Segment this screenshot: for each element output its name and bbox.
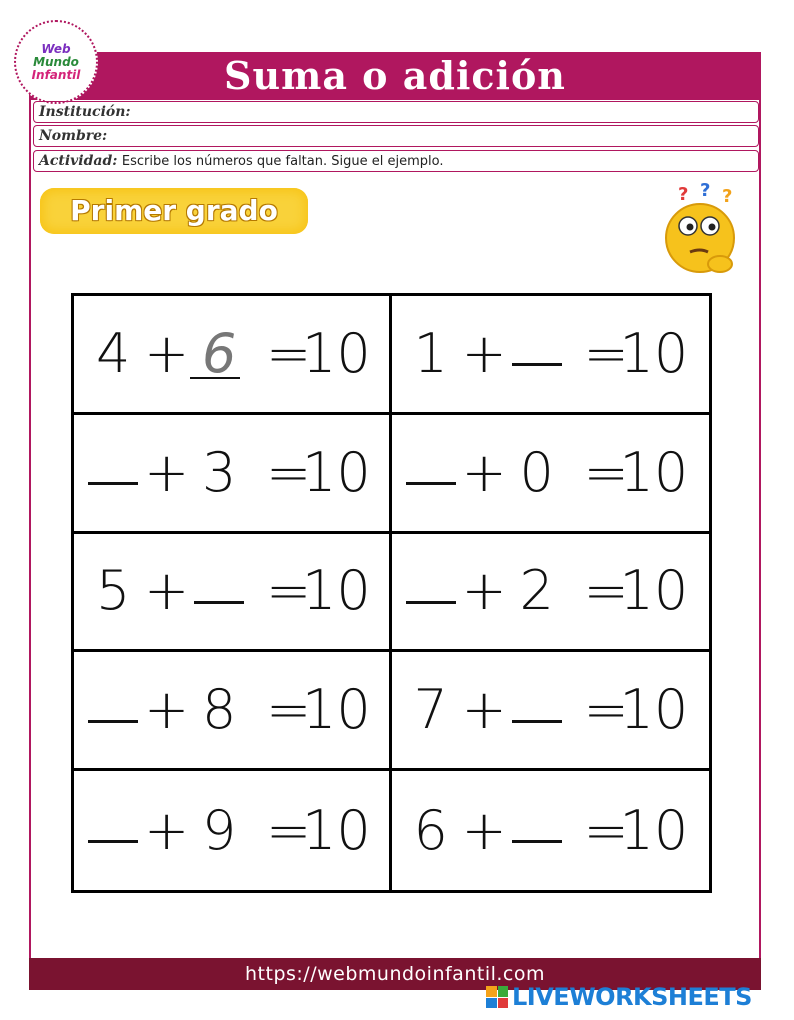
problem-cell [74, 771, 392, 890]
addend-2: 2 [519, 559, 554, 623]
answer-blank[interactable] [512, 720, 562, 723]
addend-2: 3 [202, 440, 237, 504]
liveworksheets-logo-icon [486, 986, 508, 1008]
answer-blank[interactable] [88, 482, 138, 485]
plus-sign: + [461, 321, 507, 385]
equals-sign: = [583, 678, 629, 742]
plus-sign: + [461, 678, 507, 742]
answer-blank[interactable] [194, 601, 244, 604]
answer-blank[interactable] [88, 840, 138, 843]
sum-value: 10 [619, 440, 689, 504]
svg-text:?: ? [700, 180, 711, 201]
logo-line-2: Mundo [33, 54, 79, 69]
problem-cell [392, 771, 710, 890]
name-label: Nombre: [39, 128, 108, 144]
site-logo [14, 20, 98, 104]
grade-label: Primer grado [70, 194, 278, 227]
plus-sign: + [461, 440, 507, 504]
logo-line-3: Infantil [31, 67, 81, 82]
sum-value: 10 [619, 321, 689, 385]
addend-2: 6 [202, 321, 237, 385]
plus-sign: + [144, 559, 190, 623]
logo-line-1: Web [41, 41, 71, 56]
answer-blank[interactable] [88, 720, 138, 723]
activity-label: Actividad: [39, 153, 118, 169]
example-underline [190, 377, 240, 379]
answer-blank[interactable] [406, 482, 456, 485]
name-field[interactable] [33, 125, 759, 147]
equals-sign: = [266, 678, 312, 742]
plus-sign: + [144, 321, 190, 385]
problem-cell [74, 296, 392, 415]
activity-instructions: Escribe los números que faltan. Sigue el ejemplo. [121, 154, 444, 169]
activity-field [33, 150, 759, 172]
plus-sign: + [144, 678, 190, 742]
institution-field[interactable] [33, 101, 759, 123]
equals-sign: = [583, 559, 629, 623]
addend-2: 0 [519, 440, 554, 504]
addend-1: 4 [96, 321, 131, 385]
sum-value: 10 [302, 798, 371, 862]
equals-sign: = [266, 321, 312, 385]
equals-sign: = [266, 440, 312, 504]
sum-value: 10 [619, 678, 689, 742]
equals-sign: = [583, 798, 629, 862]
sum-value: 10 [619, 798, 689, 862]
addend-1: 5 [96, 559, 131, 623]
addend-1: 7 [413, 678, 448, 742]
problem-cell [74, 534, 392, 653]
page-title: Suma o adición [224, 53, 566, 98]
equals-sign: = [266, 798, 312, 862]
equals-sign: = [583, 321, 629, 385]
addend-1: 1 [413, 321, 448, 385]
plus-sign: + [461, 798, 507, 862]
liveworksheets-brand [486, 982, 752, 1012]
problem-cell [74, 415, 392, 534]
plus-sign: + [144, 440, 190, 504]
sum-value: 10 [619, 559, 689, 623]
addend-2: 8 [202, 678, 237, 742]
sum-value: 10 [302, 440, 371, 504]
svg-text:?: ? [678, 184, 689, 205]
plus-sign: + [461, 559, 507, 623]
footer-url: https://webmundoinfantil.com [29, 958, 761, 990]
problem-cell [392, 534, 710, 653]
addition-problem-grid [71, 293, 712, 893]
thinking-emoji-icon [650, 180, 750, 280]
problem-cell [392, 415, 710, 534]
addend-2: 9 [202, 798, 237, 862]
addend-1: 6 [413, 798, 448, 862]
answer-blank[interactable] [512, 363, 562, 366]
answer-blank[interactable] [406, 601, 456, 604]
answer-blank[interactable] [512, 840, 562, 843]
sum-value: 10 [302, 559, 371, 623]
plus-sign: + [144, 798, 190, 862]
svg-text:?: ? [722, 186, 733, 207]
liveworksheets-text: LIVEWORKSHEETS [512, 983, 752, 1011]
sum-value: 10 [302, 678, 371, 742]
equals-sign: = [583, 440, 629, 504]
institution-label: Institución: [39, 104, 131, 120]
problem-cell [392, 652, 710, 771]
equals-sign: = [266, 559, 312, 623]
sum-value: 10 [302, 321, 371, 385]
problem-cell [74, 652, 392, 771]
problem-cell [392, 296, 710, 415]
